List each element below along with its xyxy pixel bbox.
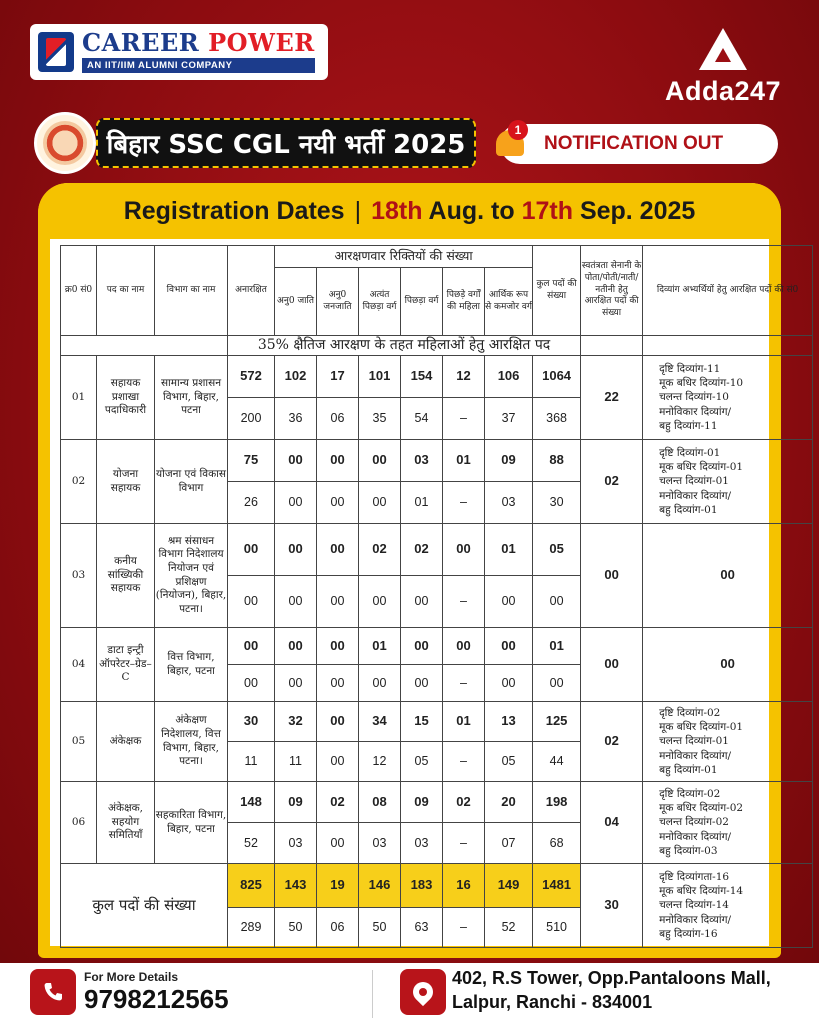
row-main-value: 106 (485, 356, 533, 398)
total-women-value: 63 (401, 908, 443, 948)
row-women-value: 12 (359, 742, 401, 782)
table-row (61, 702, 813, 742)
total-freedom-fighter: 30 (581, 864, 643, 948)
row-freedom-fighter: 04 (581, 782, 643, 864)
header-post: पद का नाम (97, 246, 155, 336)
more-details-label: For More Details (84, 970, 179, 984)
row-main-value: 00 (275, 628, 317, 665)
registration-separator: | (354, 196, 362, 225)
row-women-value: 200 (228, 398, 275, 440)
row-women-value: 00 (317, 576, 359, 628)
bell-icon (494, 120, 530, 162)
total-main-value: 825 (228, 864, 275, 908)
row-main-value: 08 (359, 782, 401, 823)
row-freedom-fighter: 00 (581, 524, 643, 628)
total-main-value: 19 (317, 864, 359, 908)
row-main-value: 03 (401, 440, 443, 482)
notification-pill (500, 124, 778, 164)
total-women-value: 52 (485, 908, 533, 948)
header-ews: आर्थिक रूप से कमजोर वर्ग (485, 268, 533, 336)
header-bc: पिछड़ा वर्ग (401, 268, 443, 336)
row-main-value: 09 (485, 440, 533, 482)
row-women-value: 06 (317, 398, 359, 440)
total-women-value: 06 (317, 908, 359, 948)
row-women-value: 30 (533, 482, 581, 524)
row-main-value: 00 (443, 628, 485, 665)
notification-text: NOTIFICATION OUT (544, 133, 724, 154)
total-women-value: 510 (533, 908, 581, 948)
row-department: श्रम संसाधन विभाग निदेशालय नियोजन एवं प्रशिक्षण (नियोजन), बिहार, पटना। (155, 524, 228, 628)
phone-number[interactable]: 9798212565 (84, 984, 229, 1014)
row-women-value: 00 (485, 576, 533, 628)
row-post-name: योजना सहायक (97, 440, 155, 524)
row-main-value: 01 (443, 702, 485, 742)
row-pwd: 00 (643, 524, 813, 628)
location-pin (409, 978, 437, 1006)
row-women-value: – (443, 823, 485, 864)
row-women-value: – (443, 482, 485, 524)
total-row (61, 864, 813, 908)
row-main-value: 01 (533, 628, 581, 665)
row-main-value: 00 (359, 440, 401, 482)
row-women-value: 54 (401, 398, 443, 440)
row-sno: 06 (61, 782, 97, 864)
row-women-value: 11 (275, 742, 317, 782)
total-main-value: 143 (275, 864, 317, 908)
row-post-name: कनीय सांख्यिकी सहायक (97, 524, 155, 628)
row-sno: 04 (61, 628, 97, 702)
row-women-value: 05 (401, 742, 443, 782)
row-women-value: 00 (359, 665, 401, 702)
career-power-title-1: CAREER (82, 28, 200, 57)
row-women-value: 00 (228, 665, 275, 702)
header-st: अनु0 जनजाति (317, 268, 359, 336)
phone-glyph (41, 980, 65, 1004)
phone-icon (30, 969, 76, 1015)
vacancy-table-wrapper (60, 245, 799, 945)
page-title: बिहार SSC CGL नयी भर्ती 2025 (106, 130, 466, 160)
row-post-name: डाटा इन्ट्री ऑपरेटर–ग्रेड–C (97, 628, 155, 702)
row-main-value: 05 (533, 524, 581, 576)
total-pwd: दृष्टि दिव्यांगता-16 मूक बधिर दिव्यांग-14 चलन्त दिव्यांग-14 मनोविकार दिव्यांग/ बहु दिव्यांग-16 (643, 864, 813, 948)
career-power-mark-icon (38, 32, 74, 72)
career-power-title (82, 28, 315, 57)
row-women-value: 03 (275, 823, 317, 864)
row-women-value: 03 (485, 482, 533, 524)
women-reservation-note: 35% क्षैतिज आरक्षण के तहत महिलाओं हेतु आरक्षित पद (228, 336, 581, 356)
row-pwd: दृष्टि दिव्यांग-01 मूक बधिर दिव्यांग-01 चलन्त दिव्यांग-01 मनोविकार दिव्यांग/ बहु दिव्यांग-01 (643, 440, 813, 524)
row-women-value: 00 (485, 665, 533, 702)
row-main-value: 00 (317, 524, 359, 576)
row-pwd: दृष्टि दिव्यांग-02 मूक बधिर दिव्यांग-02 चलन्त दिव्यांग-02 मनोविकार दिव्यांग/ बहु दिव्यांग-03 (643, 782, 813, 864)
row-women-value: 68 (533, 823, 581, 864)
header-sno: क्र0 सं0 (61, 246, 97, 336)
row-women-value: – (443, 398, 485, 440)
row-main-value: 75 (228, 440, 275, 482)
row-main-value: 12 (443, 356, 485, 398)
header-freedom-fighter: स्वतंत्रता सेनानी के पोता/पोती/नाती/नतीनी हेतु आरक्षित पदों की संख्या (581, 246, 643, 336)
row-main-value: 15 (401, 702, 443, 742)
row-main-value: 32 (275, 702, 317, 742)
row-department: वित्त विभाग, बिहार, पटना (155, 628, 228, 702)
row-women-value: 00 (275, 482, 317, 524)
header-total: कुल पदों की संख्या (533, 246, 581, 336)
row-post-name: अंकेक्षक (97, 702, 155, 782)
career-power-tagline: AN IIT/IIM ALUMNI COMPANY (82, 58, 315, 73)
row-main-value: 09 (275, 782, 317, 823)
row-women-value: 03 (359, 823, 401, 864)
row-women-value: 26 (228, 482, 275, 524)
row-women-value: 00 (317, 742, 359, 782)
row-main-value: 00 (317, 702, 359, 742)
row-main-value: 02 (359, 524, 401, 576)
registration-from-month: Aug. to (428, 196, 515, 225)
row-freedom-fighter: 02 (581, 702, 643, 782)
row-main-value: 00 (228, 524, 275, 576)
row-post-name: अंकेक्षक, सहयोग समितियाँ (97, 782, 155, 864)
women-note-spacer (61, 336, 228, 356)
header-bc-women: पिछड़े वर्गों की महिला (443, 268, 485, 336)
row-women-value: 37 (485, 398, 533, 440)
row-women-value: 00 (359, 482, 401, 524)
notification-badge: 1 (508, 120, 528, 140)
row-main-value: 02 (443, 782, 485, 823)
total-main-value: 1481 (533, 864, 581, 908)
header-pwd: दिव्यांग अभ्यर्थियों हेतु आरक्षित पदों की सं0 (643, 246, 813, 336)
address-line-2: Lalpur, Ranchi - 834001 (452, 992, 653, 1012)
row-women-value: – (443, 665, 485, 702)
row-main-value: 101 (359, 356, 401, 398)
row-women-value: 07 (485, 823, 533, 864)
page-title-pill (96, 118, 476, 168)
row-department: अंकेक्षण निदेशालय, वित्त विभाग, बिहार, पटना। (155, 702, 228, 782)
row-women-value: 00 (275, 576, 317, 628)
total-women-value: 50 (359, 908, 401, 948)
vacancy-table (60, 245, 813, 948)
row-main-value: 154 (401, 356, 443, 398)
row-women-value: 11 (228, 742, 275, 782)
total-women-value: 289 (228, 908, 275, 948)
row-women-value: 36 (275, 398, 317, 440)
row-women-value: – (443, 576, 485, 628)
table-row (61, 628, 813, 665)
bihar-emblem-seal (43, 121, 87, 165)
total-main-value: 149 (485, 864, 533, 908)
row-main-value: 01 (359, 628, 401, 665)
row-women-value: 00 (317, 665, 359, 702)
registration-from-day: 18th (371, 196, 423, 225)
bihar-emblem-icon (34, 112, 96, 174)
row-women-value: 00 (275, 665, 317, 702)
row-department: सामान्य प्रशासन विभाग, बिहार, पटना (155, 356, 228, 440)
row-department: सहकारिता विभाग, बिहार, पटना (155, 782, 228, 864)
row-freedom-fighter: 00 (581, 628, 643, 702)
row-main-value: 30 (228, 702, 275, 742)
registration-to-month: Sep. 2025 (579, 196, 696, 225)
address-line-1: 402, R.S Tower, Opp.Pantaloons Mall, (452, 968, 771, 988)
header-unreserved: अनारक्षित (228, 246, 275, 336)
table-row (61, 782, 813, 823)
adda247-wordmark: Adda247 (664, 76, 782, 106)
header-reservation-group: आरक्षणवार रिक्तियों की संख्या (275, 246, 533, 268)
row-main-value: 01 (485, 524, 533, 576)
row-post-name: सहायक प्रशाखा पदाधिकारी (97, 356, 155, 440)
adda-a-icon (699, 28, 747, 70)
row-freedom-fighter: 02 (581, 440, 643, 524)
adda247-logo (656, 26, 790, 108)
row-women-value: 00 (359, 576, 401, 628)
row-women-value: 00 (317, 823, 359, 864)
row-main-value: 09 (401, 782, 443, 823)
row-women-value: – (443, 742, 485, 782)
row-main-value: 572 (228, 356, 275, 398)
row-freedom-fighter: 22 (581, 356, 643, 440)
row-women-value: 00 (533, 576, 581, 628)
row-main-value: 17 (317, 356, 359, 398)
header-ebc: अत्यंत पिछड़ा वर्ग (359, 268, 401, 336)
row-main-value: 00 (228, 628, 275, 665)
row-main-value: 88 (533, 440, 581, 482)
row-main-value: 13 (485, 702, 533, 742)
row-women-value: 03 (401, 823, 443, 864)
total-main-value: 16 (443, 864, 485, 908)
row-women-value: 01 (401, 482, 443, 524)
row-main-value: 148 (228, 782, 275, 823)
row-pwd: दृष्टि दिव्यांग-02 मूक बधिर दिव्यांग-01 चलन्त दिव्यांग-01 मनोविकार दिव्यांग/ बहु दिव्यांग-01 (643, 702, 813, 782)
header-dept: विभाग का नाम (155, 246, 228, 336)
total-main-value: 146 (359, 864, 401, 908)
row-women-value: 44 (533, 742, 581, 782)
row-main-value: 198 (533, 782, 581, 823)
row-main-value: 125 (533, 702, 581, 742)
total-main-value: 183 (401, 864, 443, 908)
row-women-value: 52 (228, 823, 275, 864)
row-main-value: 00 (317, 440, 359, 482)
row-sno: 01 (61, 356, 97, 440)
table-row (61, 524, 813, 576)
row-main-value: 00 (485, 628, 533, 665)
row-department: योजना एवं विकास विभाग (155, 440, 228, 524)
total-women-value: – (443, 908, 485, 948)
row-women-value: 00 (317, 482, 359, 524)
career-power-logo (30, 24, 328, 80)
row-main-value: 20 (485, 782, 533, 823)
row-women-value: 05 (485, 742, 533, 782)
row-main-value: 02 (317, 782, 359, 823)
registration-label: Registration Dates (123, 196, 345, 225)
total-label: कुल पदों की संख्या (61, 864, 228, 948)
row-women-value: 368 (533, 398, 581, 440)
row-main-value: 00 (401, 628, 443, 665)
registration-to-day: 17th (521, 196, 573, 225)
row-main-value: 34 (359, 702, 401, 742)
row-sno: 02 (61, 440, 97, 524)
table-row (61, 356, 813, 398)
row-women-value: 00 (401, 576, 443, 628)
row-main-value: 102 (275, 356, 317, 398)
row-women-value: 00 (401, 665, 443, 702)
table-row (61, 440, 813, 482)
footer-divider (372, 970, 373, 1018)
row-sno: 05 (61, 702, 97, 782)
row-main-value: 00 (317, 628, 359, 665)
row-main-value: 1064 (533, 356, 581, 398)
row-main-value: 02 (401, 524, 443, 576)
location-icon (400, 969, 446, 1015)
total-women-value: 50 (275, 908, 317, 948)
career-power-title-2: POWER (208, 28, 315, 57)
header-sc: अनु0 जाति (275, 268, 317, 336)
row-women-value: 00 (228, 576, 275, 628)
registration-dates-bar (38, 183, 781, 239)
row-main-value: 01 (443, 440, 485, 482)
row-pwd: 00 (643, 628, 813, 702)
row-main-value: 00 (275, 524, 317, 576)
row-women-value: 35 (359, 398, 401, 440)
row-sno: 03 (61, 524, 97, 628)
women-note-spacer-2 (581, 336, 643, 356)
row-women-value: 00 (533, 665, 581, 702)
row-pwd: दृष्टि दिव्यांग-11 मूक बधिर दिव्यांग-10 चलन्त दिव्यांग-10 मनोविकार दिव्यांग/ बहु दिव्यांग-11 (643, 356, 813, 440)
row-main-value: 00 (443, 524, 485, 576)
women-note-spacer-3 (643, 336, 813, 356)
row-main-value: 00 (275, 440, 317, 482)
